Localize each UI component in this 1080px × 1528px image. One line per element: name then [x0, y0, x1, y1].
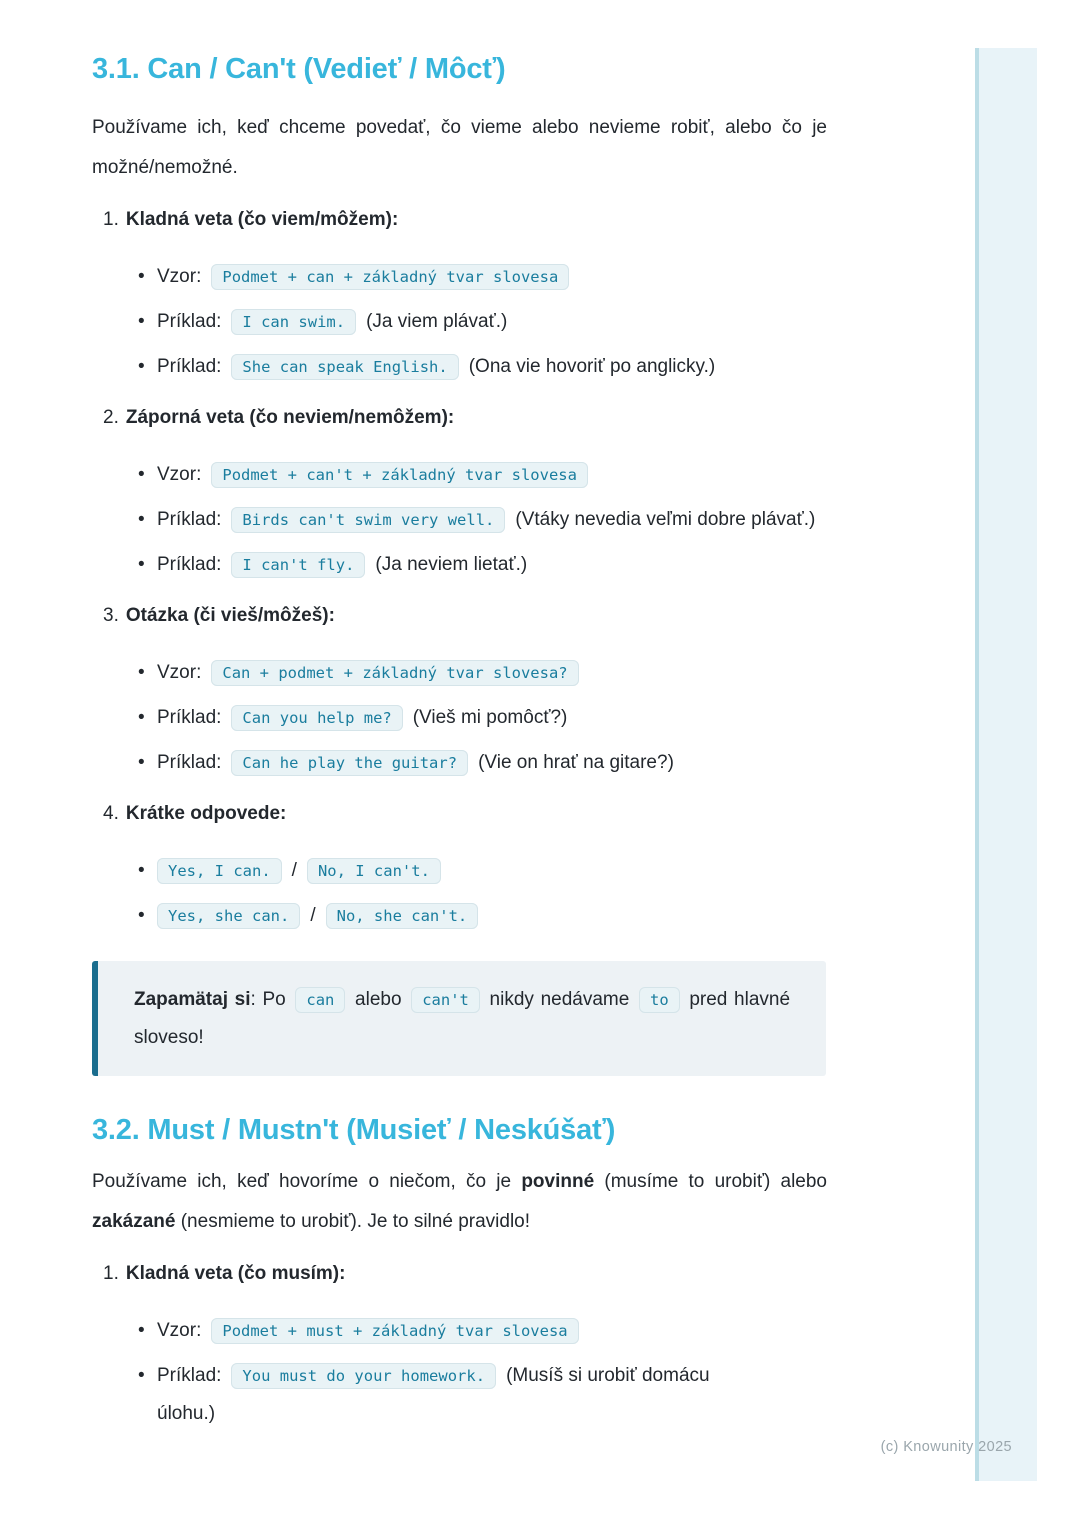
code-chip: You must do your homework.	[231, 1363, 496, 1389]
pattern-label: Vzor:	[157, 662, 202, 683]
translation-text: (Ja neviem lietať.)	[375, 554, 528, 575]
bullet-item	[92, 501, 827, 539]
example-label: Príklad:	[157, 356, 222, 377]
bullet-dot: •	[138, 356, 145, 377]
remember-label: Zapamätaj si	[134, 989, 251, 1010]
numbered-item-3	[92, 602, 827, 630]
bullet-item	[92, 303, 827, 341]
slash-separator: /	[310, 905, 316, 926]
intro-bold-word: zakázané	[92, 1211, 176, 1232]
list-number: 3.	[103, 605, 119, 626]
bullet-item	[92, 654, 827, 692]
bullet-item	[92, 546, 827, 584]
code-chip: I can't fly.	[231, 552, 365, 578]
list-heading: Kladná veta (čo musím):	[125, 1263, 346, 1284]
code-chip: Can + podmet + základný tvar slovesa?	[211, 660, 578, 686]
code-chip: Birds can't swim very well.	[231, 507, 505, 533]
code-chip: Podmet + can't + základný tvar slovesa	[211, 462, 588, 488]
remember-text	[134, 981, 790, 1056]
numbered-item-1-must	[92, 1260, 827, 1288]
example-label: Príklad:	[157, 509, 222, 530]
list-heading: Otázka (či vieš/môžeš):	[125, 605, 335, 626]
bullet-item	[92, 348, 827, 386]
translation-text: (Vieš mi pomôcť?)	[412, 707, 568, 728]
page-content	[92, 0, 827, 1433]
example-label: Príklad:	[157, 554, 222, 575]
intro-bold-word: povinné	[521, 1171, 595, 1192]
note-text-part: pred hlavné sloveso!	[134, 989, 791, 1048]
bullet-item	[92, 897, 827, 935]
list-heading: Krátke odpovede:	[125, 803, 287, 824]
code-chip: Podmet + must + základný tvar slovesa	[211, 1318, 578, 1344]
code-chip: Podmet + can + základný tvar slovesa	[211, 264, 569, 290]
list-heading: Záporná veta (čo neviem/nemôžem):	[125, 407, 455, 428]
bullet-dot: •	[138, 266, 145, 287]
list-number: 2.	[103, 407, 119, 428]
example-label: Príklad:	[157, 311, 222, 332]
bullet-item	[92, 1357, 757, 1433]
slash-separator: /	[291, 860, 297, 881]
bullet-dot: •	[138, 707, 145, 728]
list-heading: Kladná veta (čo viem/môžem):	[125, 209, 399, 230]
code-chip-yes: Yes, I can.	[157, 858, 282, 884]
code-chip-yes: Yes, she can.	[157, 903, 300, 929]
section-3-1-intro: Používame ich, keď chceme povedať, čo vieme alebo nevieme robiť, alebo čo je možné/nemožné.	[92, 117, 827, 178]
list-number: 1.	[103, 209, 119, 230]
pattern-label: Vzor:	[157, 266, 202, 287]
bullet-dot: •	[138, 509, 145, 530]
page-edge-strip	[975, 48, 1037, 1481]
example-label: Príklad:	[157, 707, 222, 728]
note-text-part: alebo	[348, 989, 409, 1010]
note-text-part: : Po	[250, 989, 293, 1010]
list-number: 4.	[103, 803, 119, 824]
translation-text: (Vtáky nevedia veľmi dobre plávať.)	[515, 509, 816, 530]
bullet-item	[92, 456, 827, 494]
pattern-label: Vzor:	[157, 464, 202, 485]
numbered-item-2	[92, 404, 827, 432]
translation-text: (Vie on hrať na gitare?)	[478, 752, 674, 773]
section-3-1-heading: 3.1. Can / Can't (Vedieť / Môcť)	[92, 53, 506, 85]
bullet-item	[92, 699, 827, 737]
bullet-dot: •	[138, 752, 145, 773]
bullet-dot: •	[138, 860, 145, 881]
section-3-2-intro	[92, 1162, 827, 1242]
section-3-2-heading: 3.2. Must / Mustn't (Musieť / Neskúšať)	[92, 1114, 616, 1146]
translation-text: (Musíš si urobiť domácu úlohu.)	[157, 1365, 710, 1424]
list-number: 1.	[103, 1263, 119, 1284]
bullet-dot: •	[138, 311, 145, 332]
example-label: Príklad:	[157, 1365, 222, 1386]
bullet-dot: •	[138, 1365, 145, 1386]
numbered-item-1	[92, 206, 827, 234]
code-chip: can't	[411, 987, 480, 1013]
bullet-item	[92, 1312, 827, 1350]
remember-callout	[92, 961, 826, 1076]
code-chip: to	[639, 987, 680, 1013]
code-chip: She can speak English.	[231, 354, 458, 380]
bullet-dot: •	[138, 554, 145, 575]
note-text-part: nikdy nedávame	[482, 989, 636, 1010]
bullet-item	[92, 852, 827, 890]
code-chip: Can he play the guitar?	[231, 750, 468, 776]
code-chip-no: No, she can't.	[326, 903, 479, 929]
bullet-dot: •	[138, 662, 145, 683]
bullet-dot: •	[138, 1320, 145, 1341]
intro-text-part: Používame ich, keď hovoríme o niečom, čo je	[92, 1171, 522, 1192]
code-chip: can	[295, 987, 345, 1013]
bullet-dot: •	[138, 464, 145, 485]
knowunity-watermark: (c) Knowunity 2025	[880, 1439, 1012, 1455]
bullet-item	[92, 744, 827, 782]
translation-text: (Ja viem plávať.)	[366, 311, 508, 332]
code-chip-no: No, I can't.	[307, 858, 441, 884]
intro-text-part: (nesmieme to urobiť). Je to silné pravidlo!	[175, 1211, 531, 1232]
code-chip: Can you help me?	[231, 705, 402, 731]
intro-text-part: (musíme to urobiť) alebo	[594, 1171, 828, 1192]
bullet-dot: •	[138, 905, 145, 926]
numbered-item-4	[92, 800, 827, 828]
code-chip: I can swim.	[231, 309, 356, 335]
example-label: Príklad:	[157, 752, 222, 773]
bullet-item	[92, 258, 827, 296]
translation-text: (Ona vie hovoriť po anglicky.)	[468, 356, 716, 377]
pattern-label: Vzor:	[157, 1320, 202, 1341]
